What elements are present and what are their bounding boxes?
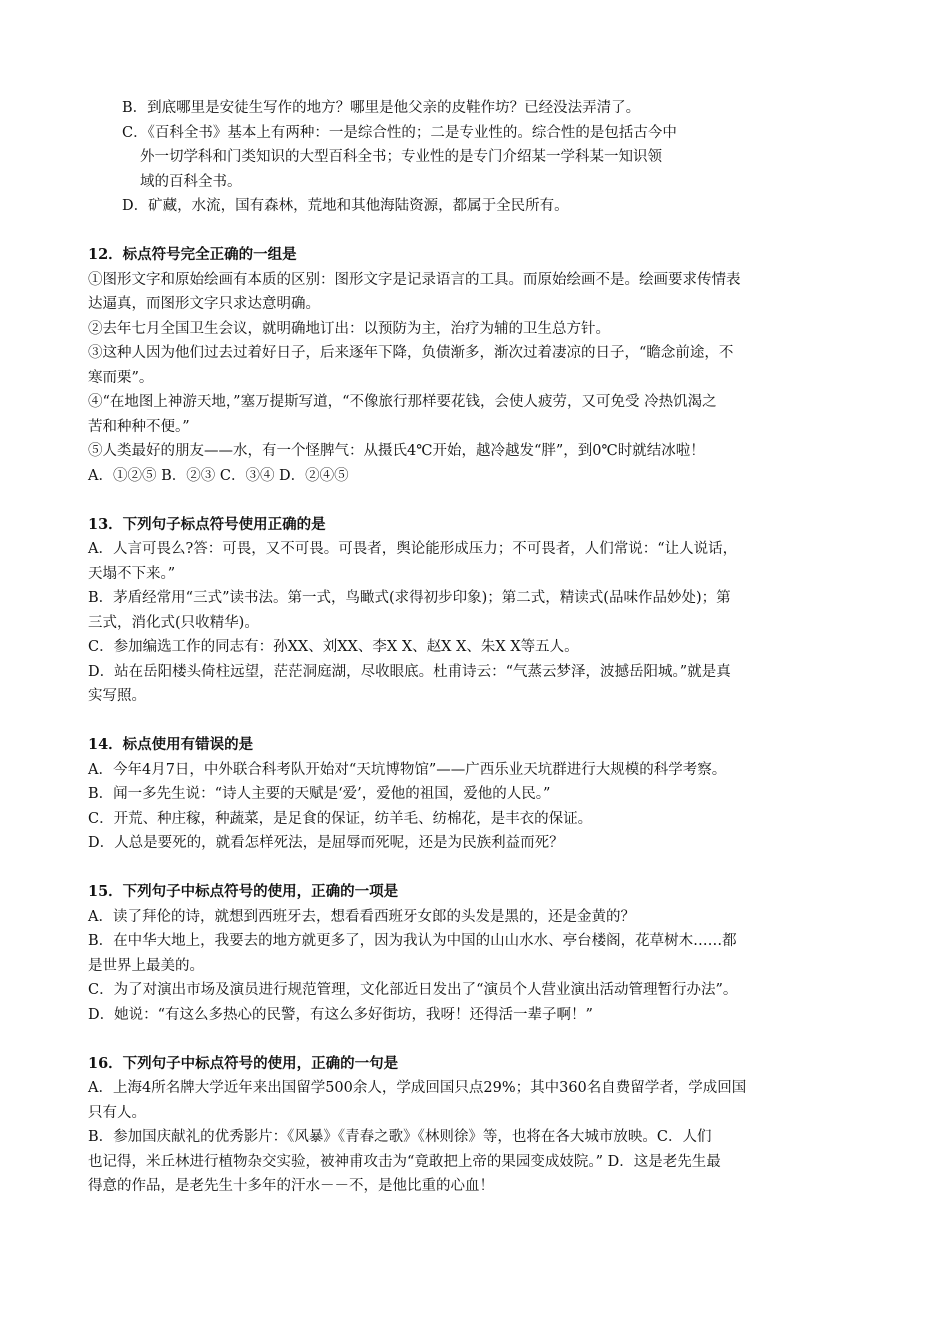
q12-item-line: ①图形文字和原始绘画有本质的区别：图形文字是记录语言的工具。而原始绘画不是。绘画要求传情表 bbox=[88, 271, 741, 288]
q16-option-a-cont: 只有人。 bbox=[88, 1104, 146, 1121]
q11-option-c-line2: 外一切学科和门类知识的大型百科全书；专业性的是专门介绍某一学科某一知识领 bbox=[140, 149, 662, 165]
q16-option-b-c: B．参加国庆献礼的优秀影片：《风暴》《青春之歌》《林则徐》等，也将在各大城市放映。C．人们 bbox=[88, 1129, 712, 1145]
q12-item-line: ④“在地图上神游天地，”塞万提斯写道，“不像旅行那样要花钱，会使人疲劳，又可免受 冷热饥渴之 bbox=[88, 394, 717, 410]
question-title: 15．下列句子中标点符号的使用，正确的一项是 bbox=[88, 883, 399, 900]
q12-item-line: 达逼真，而图形文字只求达意明确。 bbox=[88, 296, 320, 312]
question-14 bbox=[88, 733, 868, 856]
q11-option-b: B．到底哪里是安徒生写作的地方？哪里是他父亲的皮鞋作坊？已经没法弄清了。 bbox=[122, 100, 641, 116]
q12-item-line: ②去年七月全国卫生会议，就明确地订出：以预防为主，治疗为辅的卫生总方针。 bbox=[88, 320, 610, 337]
q13-item-line: A．人言可畏么?答：可畏，又不可畏。可畏者，舆论能形成压力；不可畏者，人们常说：“让人说话， bbox=[88, 541, 738, 557]
q15-option-d: D．她说：“有这么多热心的民警，有这么多好街坊，我呀！还得活一辈子啊！” bbox=[88, 1006, 593, 1023]
q12-item-line: ③这种人因为他们过去过着好日子，后来逐年下降，负债渐多，渐次过着凄凉的日子，“瞻念前途，不 bbox=[88, 345, 734, 361]
q12-item-line: ⑤人类最好的朋友——水，有一个怪脾气：从摄氏4℃开始，越冷越发“胖”，到0℃时就结冰啦！ bbox=[88, 443, 705, 459]
q16-option-d-cont: 得意的作品，是老先生十多年的汗水－－不，是他比重的心血！ bbox=[88, 1178, 494, 1194]
q15-option-b: B．在中华大地上，我要去的地方就更多了，因为我认为中国的山山水水、亭台楼阁，花草树木……都 bbox=[88, 933, 737, 949]
q16-option-c-d: 也记得，米丘林进行植物杂交实验，被神甫攻击为“竟敢把上帝的果园变成妓院。” D．这是老先生最 bbox=[88, 1153, 721, 1170]
q14-option-d: D．人总是要死的，就看怎样死法，是屈辱而死呢，还是为民族利益而死？ bbox=[88, 835, 564, 851]
q11-option-d: D．矿藏，水流，国有森林，荒地和其他海陆资源，都属于全民所有。 bbox=[122, 198, 569, 214]
question-12 bbox=[88, 243, 868, 488]
q12-options: A．①②⑤ B．②③ C．③④ D．②④⑤ bbox=[88, 467, 349, 484]
question-13 bbox=[88, 513, 868, 709]
question-11-tail bbox=[88, 96, 868, 219]
question-title: 16．下列句子中标点符号的使用，正确的一句是 bbox=[88, 1054, 399, 1072]
question-title: 12．标点符号完全正确的一组是 bbox=[88, 246, 297, 263]
question-16 bbox=[88, 1052, 868, 1199]
question-15 bbox=[88, 880, 868, 1027]
q16-option-a: A．上海4所名牌大学近年来出国留学500余人，学成回国只点29%；其中360名自费留学者，学成回国 bbox=[88, 1080, 747, 1096]
q13-item-line: D．站在岳阳楼头倚柱远望，茫茫洞庭湖，尽收眼底。杜甫诗云：“气蒸云梦泽，波撼岳阳城。”就是真 bbox=[88, 663, 731, 680]
q15-option-a: A．读了拜伦的诗，就想到西班牙去，想看看西班牙女郎的头发是黑的，还是金黄的？ bbox=[88, 908, 635, 925]
q13-item-line: B．茅盾经常用“三式”读书法。第一式，鸟瞰式(求得初步印象)；第二式，精读式(品味作品妙处)；第 bbox=[88, 590, 731, 606]
exam-page bbox=[88, 96, 868, 1199]
question-title: 14．标点使用有错误的是 bbox=[88, 736, 254, 753]
q14-option-b: B．闻一多先生说：“诗人主要的天赋是‘爱’，爱他的祖国，爱他的人民。” bbox=[88, 786, 551, 802]
q14-option-c: C．开荒、种庄稼，种蔬菜，是足食的保证，纺羊毛、纺棉花，是丰衣的保证。 bbox=[88, 810, 593, 827]
q11-option-c-line1: C．《百科全书》基本上有两种：一是综合性的；二是专业性的。综合性的是包括古今中 bbox=[122, 124, 677, 141]
q13-item-line: 实写照。 bbox=[88, 688, 146, 704]
q12-item-line: 苦和种种不便。” bbox=[88, 418, 190, 435]
q12-item-line: 寒而栗”。 bbox=[88, 369, 154, 386]
q15-option-c: C．为了对演出市场及演员进行规范管理，文化部近日发出了“演员个人营业演出活动管理暂行办法”。 bbox=[88, 982, 738, 998]
q13-item-line: 三式，消化式(只收精华)。 bbox=[88, 614, 259, 631]
q15-option-b-cont: 是世界上最美的。 bbox=[88, 957, 204, 974]
question-title: 13．下列句子标点符号使用正确的是 bbox=[88, 515, 326, 533]
q11-option-c-line3: 域的百科全书。 bbox=[140, 173, 242, 190]
q14-option-a: A．今年4月7日，中外联合科考队开始对“天坑博物馆”——广西乐业天坑群进行大规模的科学考察。 bbox=[88, 761, 727, 778]
q13-item-line: 天塌不下来。” bbox=[88, 565, 176, 582]
q13-item-line: C．参加编选工作的同志有：孙XX、刘XX、李X X、赵X X、朱X X等五人。 bbox=[88, 639, 579, 655]
